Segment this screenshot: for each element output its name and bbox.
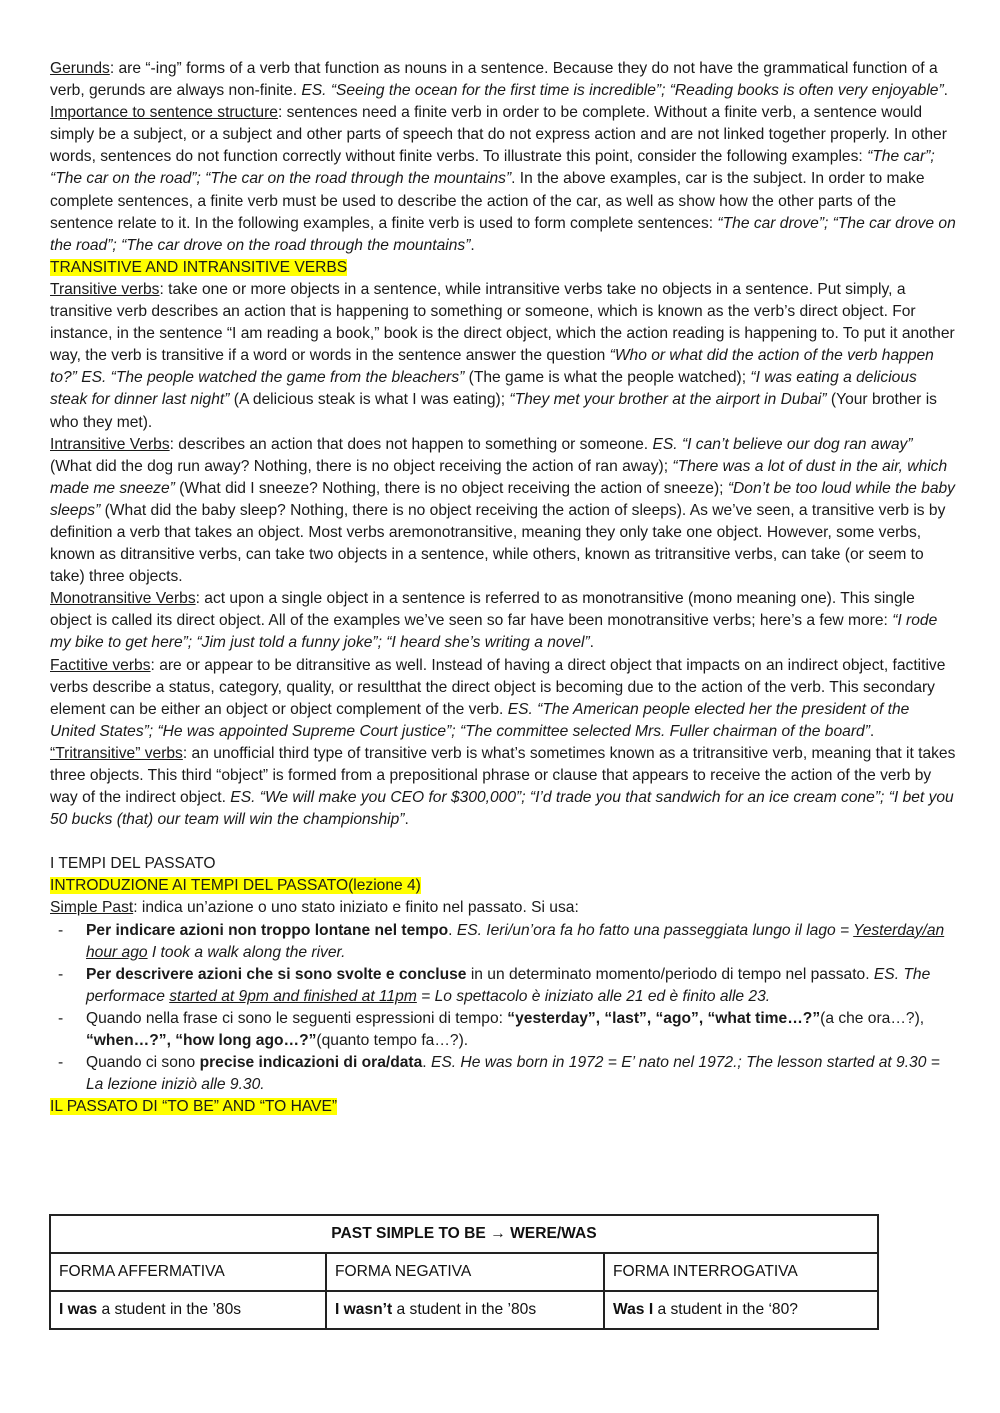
transitive-example-3: “They met your brother at the airport in Dubai”	[509, 391, 827, 409]
importance-example-2: “The car drove”; “The car drove on the road”; “The car drove on the road through the mountains”	[50, 214, 956, 254]
cell-affermativa	[50, 1291, 326, 1329]
transitive-note-3: (Your brother is who they met).	[50, 391, 937, 431]
importance-text-1: : sentences need a finite verb in order to be complete. Without a finite verb, a sentence would simply be a subject, or a subject and other parts of speech that do not express action and are not linked together properly. In other words, sentences do not function correctly without finite verbs. To illustrate this point, consider the following examples:	[50, 104, 947, 166]
cell-interrogativa-text: a student in the ‘80?	[653, 1300, 798, 1318]
bullet-3-text-2: (a che ora…?),	[820, 1009, 925, 1027]
cell-negativa-text: a student in the ’80s	[392, 1300, 537, 1318]
monotransitive-paragraph	[50, 588, 956, 654]
cell-negativa-bold: I wasn’t	[335, 1300, 393, 1318]
monotransitive-text: : act upon a single object in a sentence is referred to as monotransitive (mono meaning one). This single object is called its direct object. All of the examples we’ve seen so far have been monotransitive verbs; here’s a few more:	[50, 590, 915, 630]
intransitive-example-1: ES. “I can’t believe our dog ran away”	[652, 435, 913, 453]
cell-affermativa-text: a student in the ’80s	[97, 1300, 242, 1318]
table-header-row	[50, 1253, 878, 1291]
table-row	[50, 1291, 878, 1329]
monotransitive-example: “I rode my bike to get here”; “Jim just told a funny joke”; “I heard she’s writing a novel”	[50, 612, 938, 652]
section-gap	[50, 831, 956, 853]
transitive-question: “Who or what did the action of the verb happen to?” ES. “The people watched the game from the bleachers”	[50, 347, 934, 387]
table-title: PAST SIMPLE TO BE → WERE/WAS	[50, 1215, 878, 1253]
cell-negativa	[326, 1291, 604, 1329]
bullet-3-bold-1: “yesterday”, “last”, “ago”, “what time…?”	[507, 1009, 821, 1027]
importance-term: Importance to sentence structure	[50, 104, 278, 122]
intro-heading-text: INTRODUZIONE AI TEMPI DEL PASSATO(lezione 4)	[50, 877, 421, 895]
transitive-example-2: “I was eating a delicious steak for dinner last night”	[50, 369, 917, 409]
bullet-4-bold: precise indicazioni di ora/data	[199, 1054, 423, 1072]
tritransitive-paragraph	[50, 743, 956, 831]
list-item	[50, 1052, 956, 1096]
factitive-example: ES. “The American people elected her the president of the United States”; “He was appointed Supreme Court justice”; “The committee selected Mrs. Fuller chairman of the board”	[50, 700, 910, 740]
intransitive-note-3: (What did the baby sleep? Nothing, there is no object receiving the action of sleeps). As we’ve seen, a transitive verb is by definition a verb that takes an object. Most verbs aremonotransitive, meaning they only take one object. However, some verbs, known as ditransitive verbs, can take two objects in a sentence, while others, known as tritransitive verbs, can take (or seem to take) three objects.	[50, 501, 946, 586]
factitive-paragraph	[50, 655, 956, 743]
importance-text-2: . In the above examples, car is the subject. In order to make complete sentences, a finite verb must be used to describe the action of the car, as well as show how the other parts of the sentence relate to it. In the following examples, a finite verb is used to form complete sentences:	[50, 170, 925, 232]
bullet-4-example: ES. He was born in 1972 = E’ nato nel 1972.; The lesson started at 9.30 = La lezione iniziò alle 9.30.	[86, 1054, 940, 1094]
transitive-term: Transitive verbs	[50, 280, 160, 298]
bullet-1-example-end: I took a walk along the river.	[147, 943, 346, 961]
gerunds-text: : are “-ing” forms of a verb that function as nouns in a sentence. Because they do not have the grammatical function of a verb, gerunds are always non-finite.	[50, 60, 938, 100]
past-simple-table	[49, 1214, 879, 1330]
intransitive-note-2: (What did I sneeze? Nothing, there is no object receiving the action of sneeze);	[174, 479, 728, 497]
simple-past-text: : indica un’azione o uno stato iniziato e finito nel passato. Si usa:	[133, 899, 579, 917]
gerunds-example: ES. “Seeing the ocean for the first time is incredible”; “Reading books is often very enjoyable”	[301, 82, 944, 100]
factitive-end: .	[869, 722, 875, 740]
simple-past-paragraph	[50, 897, 956, 919]
tritransitive-example: ES. “We will make you CEO for $300,000”; “I’d trade you that sandwich for an ice cream cone”; “I bet you 50 bucks (that) our team will win the championship”	[50, 789, 954, 829]
bullet-3-text-3: (quanto tempo fa…?).	[316, 1032, 469, 1050]
tritransitive-term: “Tritransitive” verbs	[50, 744, 183, 762]
transitive-heading-text: TRANSITIVE AND INTRANSITIVE VERBS	[50, 258, 348, 276]
monotransitive-end: .	[589, 634, 595, 652]
bullet-1-underlined: Yesterday/an hour ago	[86, 921, 945, 961]
factitive-text: : are or appear to be ditransitive as well. Instead of having a direct object that impacts on an indirect object, factitive verbs describe a status, category, quality, or resultthat the direct object is becoming due to the action of the verb. This secondary element can be either an object or object complement of the verb.	[50, 656, 946, 718]
list-item	[50, 964, 956, 1008]
intransitive-term: Intransitive Verbs	[50, 435, 170, 453]
passato-heading-text: IL PASSATO DI “TO BE” AND “TO HAVE”	[50, 1098, 338, 1116]
cell-interrogativa	[604, 1291, 878, 1329]
intransitive-text: : describes an action that does not happen to something or someone.	[169, 435, 653, 453]
header-affermativa: FORMA AFFERMATIVA	[50, 1253, 326, 1291]
cell-affermativa-bold: I was	[59, 1300, 98, 1318]
document-body	[50, 58, 956, 1118]
transitive-heading	[50, 257, 956, 279]
gerunds-paragraph	[50, 58, 956, 102]
header-interrogativa: FORMA INTERROGATIVA	[604, 1253, 878, 1291]
table-title-row	[50, 1215, 878, 1253]
bullet-2-text: in un determinato momento/periodo di tempo nel passato.	[466, 965, 874, 983]
importance-paragraph	[50, 102, 956, 257]
transitive-paragraph	[50, 279, 956, 434]
transitive-text: : take one or more objects in a sentence, while intransitive verbs take no objects in a sentence. Put simply, a transitive verb describes an action that is happening to something or someone, which is known as the verb’s direct object. For instance, in the sentence “I am reading a book,” book is the direct object, which the action reading is happening to. To put it another way, the verb is transitive if a word or words in the sentence answer the question	[50, 280, 955, 365]
bullet-4-text-2: .	[422, 1054, 431, 1072]
list-item	[50, 920, 956, 964]
intransitive-example-2: “There was a lot of dust in the air, which made me sneeze”	[50, 457, 948, 497]
bullet-1-bold: Per indicare azioni non troppo lontane nel tempo	[86, 921, 449, 939]
bullet-3-text: Quando nella frase ci sono le seguenti espressioni di tempo:	[86, 1009, 508, 1027]
bullet-2-bold: Per descrivere azioni che si sono svolte e concluse	[86, 965, 467, 983]
transitive-note-1: (The game is what the people watched);	[464, 369, 751, 387]
tritransitive-end: .	[404, 811, 409, 829]
list-item	[50, 1008, 956, 1052]
intransitive-note-1: (What did the dog run away? Nothing, there is no object receiving the action of ran away);	[50, 457, 673, 475]
intro-heading	[50, 875, 956, 897]
passato-heading	[50, 1096, 956, 1118]
intransitive-example-3: “Don’t be too loud while the baby sleeps”	[50, 479, 955, 519]
cell-interrogativa-bold: Was I	[613, 1300, 654, 1318]
header-negativa: FORMA NEGATIVA	[326, 1253, 604, 1291]
gerunds-term: Gerunds	[50, 60, 110, 77]
bullet-3-bold-2: “when…?”, “how long ago…?”	[86, 1032, 317, 1050]
bullet-1-text: .	[448, 921, 457, 939]
gerunds-end: .	[943, 82, 948, 100]
intransitive-paragraph	[50, 434, 956, 589]
simple-past-list	[50, 920, 956, 1097]
tempi-title: I TEMPI DEL PASSATO	[50, 855, 216, 873]
simple-past-term: Simple Past	[50, 899, 134, 917]
importance-example-1: “The car”; “The car on the road”; “The car on the road through the mountains”	[50, 148, 935, 188]
monotransitive-term: Monotransitive Verbs	[50, 590, 196, 608]
transitive-note-2: (A delicious steak is what I was eating);	[229, 391, 510, 409]
factitive-term: Factitive verbs	[50, 656, 151, 674]
bullet-1-example: ES. Ieri/un’ora fa ho fatto una passeggiata lungo il lago =	[456, 921, 854, 939]
bullet-2-example: ES. The performace	[86, 965, 931, 1005]
tritransitive-text: : an unofficial third type of transitive verb is what’s sometimes known as a tritransitive verb, meaning that it takes three objects. This third “object” is formed from a prepositional phrase or clause that appears to receive the action of the verb by way of the indirect object.	[50, 744, 956, 807]
bullet-2-example-end: = Lo spettacolo è iniziato alle 21 ed è finito alle 23.	[416, 987, 771, 1005]
bullet-2-underlined: started at 9pm and finished at 11pm	[169, 987, 417, 1005]
importance-end: .	[470, 236, 475, 254]
bullet-4-text: Quando ci sono	[86, 1054, 200, 1072]
